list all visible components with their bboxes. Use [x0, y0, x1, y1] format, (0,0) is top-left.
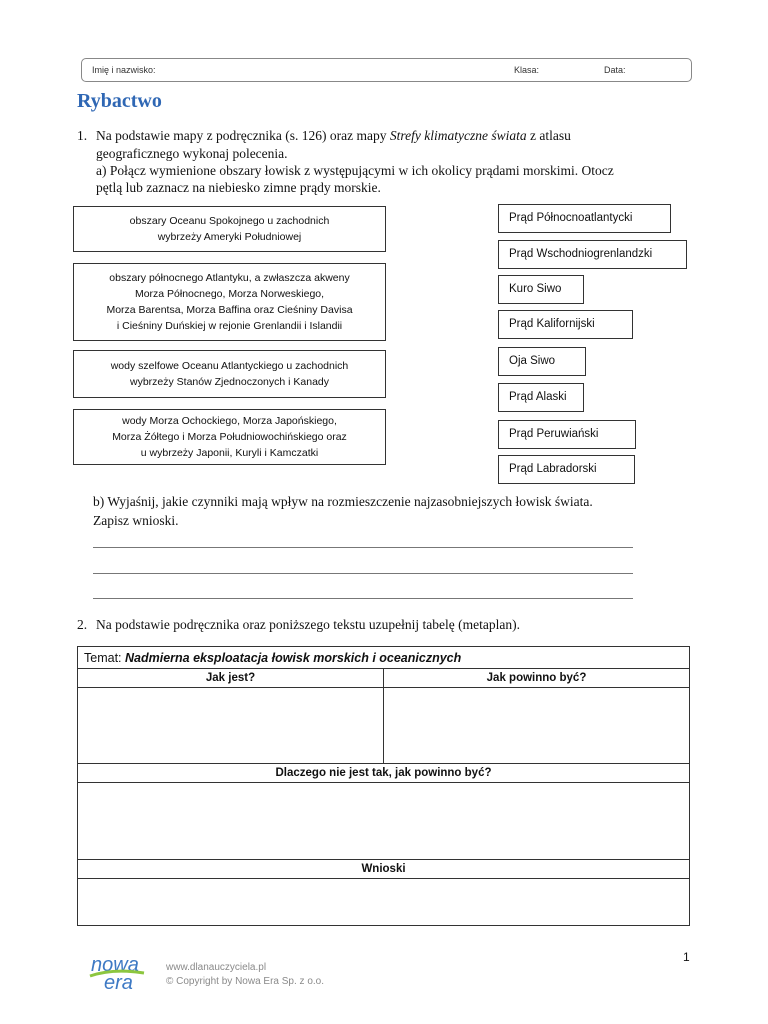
- footer-copyright: © Copyright by Nowa Era Sp. z o.o.: [166, 976, 324, 987]
- task1-atlas-map-title: Strefy klimatyczne świata: [389, 128, 527, 143]
- publisher-logo-bottom: era: [104, 972, 133, 994]
- ocean-current-box: Prąd Wschodniogrenlandzki: [498, 240, 687, 269]
- conclusions-header: Wnioski: [78, 860, 690, 879]
- col-header-how-it-is: Jak jest?: [78, 669, 384, 688]
- name-label: Imię i nazwisko:: [92, 65, 156, 75]
- task1a-line2: pętlą lub zaznacz na niebiesko zimne prądy morskie.: [96, 180, 381, 195]
- page-title: Rybactwo: [77, 90, 162, 112]
- student-info-box: [81, 58, 692, 82]
- task2-text: Na podstawie podręcznika oraz poniższego tekstu uzupełnij tabelę (metaplan).: [96, 617, 520, 632]
- ocean-current-box: Prąd Alaski: [498, 383, 584, 412]
- task1a-line1: a) Połącz wymienione obszary łowisk z występującymi w ich okolicy prądami morskimi. Otocz: [96, 163, 614, 178]
- answer-cell-how-it-should-be[interactable]: [384, 688, 690, 764]
- footer-url: www.dlanauczyciela.pl: [166, 962, 267, 973]
- date-label: Data:: [604, 65, 626, 75]
- metaplan-table: [77, 646, 690, 926]
- task1-intro-prefix: Na podstawie mapy z podręcznika (s. 126) oraz mapy: [96, 128, 387, 143]
- ocean-current-box: Kuro Siwo: [498, 275, 584, 304]
- ocean-current-box: Prąd Peruwiański: [498, 420, 636, 449]
- task1-intro-line1: [96, 128, 571, 144]
- task1b-line1: b) Wyjaśnij, jakie czynniki mają wpływ na rozmieszczenie najzasobniejszych łowisk świata.: [93, 494, 593, 509]
- publisher-logo-top: nowa: [91, 954, 139, 976]
- ocean-current-box: Oja Siwo: [498, 347, 586, 376]
- topic-prefix: Temat:: [84, 650, 122, 665]
- page-number: 1: [683, 950, 690, 964]
- task1-intro-line2: geograficznego wykonaj polecenia.: [96, 146, 288, 161]
- task1-intro-suffix: z atlasu: [530, 128, 571, 143]
- fishing-area-box: obszary północnego Atlantyku, a zwłaszcza akweny Morza Północnego, Morza Norweskiego, Morza Barentsa, Morza Baffina oraz Cieśniny Davisa i Cieśniny Duńskiej w rejonie Grenlandii i Islandii: [73, 263, 386, 341]
- why-header: Dlaczego nie jest tak, jak powinno być?: [78, 764, 690, 783]
- fishing-area-box: wody szelfowe Oceanu Atlantyckiego u zachodnich wybrzeży Stanów Zjednoczonych i Kanady: [73, 350, 386, 398]
- ocean-current-box: Prąd Kalifornijski: [498, 310, 633, 339]
- class-label: Klasa:: [514, 65, 540, 75]
- answer-line[interactable]: [93, 573, 633, 574]
- fishing-area-box: wody Morza Ochockiego, Morza Japońskiego, Morza Żółtego i Morza Południowochińskiego oraz u wybrzeży Japonii, Kuryli i Kamczatki: [73, 409, 386, 465]
- answer-line[interactable]: [93, 598, 633, 599]
- answer-cell-how-it-is[interactable]: [78, 688, 384, 764]
- answer-cell-conclusions[interactable]: [78, 879, 690, 926]
- col-header-how-it-should-be: Jak powinno być?: [384, 669, 690, 688]
- task1-number: 1.: [77, 128, 88, 143]
- table-topic-cell: [78, 647, 690, 669]
- task1b-line2: Zapisz wnioski.: [93, 513, 179, 528]
- topic-title: Nadmierna eksploatacja łowisk morskich i oceanicznych: [125, 650, 462, 665]
- ocean-current-box: Prąd Labradorski: [498, 455, 635, 484]
- task2-number: 2.: [77, 617, 88, 632]
- ocean-current-box: Prąd Północnoatlantycki: [498, 204, 671, 233]
- answer-cell-why[interactable]: [78, 783, 690, 860]
- answer-line[interactable]: [93, 547, 633, 548]
- fishing-area-box: obszary Oceanu Spokojnego u zachodnich wybrzeży Ameryki Południowej: [73, 206, 386, 252]
